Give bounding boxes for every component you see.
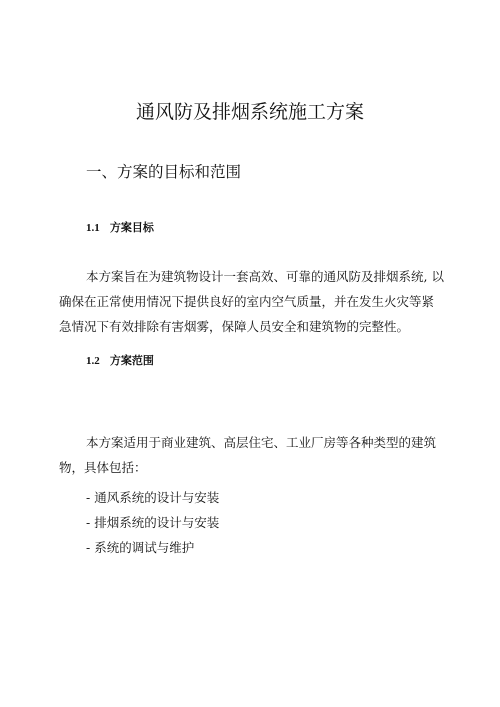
- list-item: - 系统的调试与维护: [86, 540, 195, 555]
- scope-list: [86, 485, 219, 560]
- paragraph-line: 急情况下有效排除有害烟雾，保障人员安全和建筑物的完整性。: [59, 319, 410, 334]
- list-item: - 排烟系统的设计与安装: [86, 515, 220, 530]
- section-heading-1: 一、方案的目标和范围: [86, 163, 242, 181]
- paragraph-line: 物，具体包括：: [59, 460, 147, 475]
- goal-paragraph: [59, 264, 454, 339]
- subsection-number: 1.2: [86, 355, 100, 367]
- paragraph-line: 确保在正常使用情况下提供良好的室内空气质量，并在发生火灾等紧: [59, 294, 435, 309]
- subsection-title: 方案目标: [109, 221, 154, 234]
- subsection-heading-1-2: [86, 352, 154, 368]
- document-title: 通风防及排烟系统施工方案: [135, 101, 364, 123]
- subsection-title: 方案范围: [109, 354, 154, 367]
- subsection-heading-1-1: [86, 219, 154, 235]
- paragraph-line: 本方案旨在为建筑物设计一套高效、可靠的通风防及排烟系统, 以: [86, 269, 444, 284]
- subsection-number: 1.1: [86, 222, 100, 234]
- scope-paragraph: [59, 430, 454, 480]
- paragraph-line: 本方案适用于商业建筑、高层住宅、工业厂房等各种类型的建筑: [86, 435, 437, 450]
- list-item: - 通风系统的设计与安装: [86, 490, 220, 505]
